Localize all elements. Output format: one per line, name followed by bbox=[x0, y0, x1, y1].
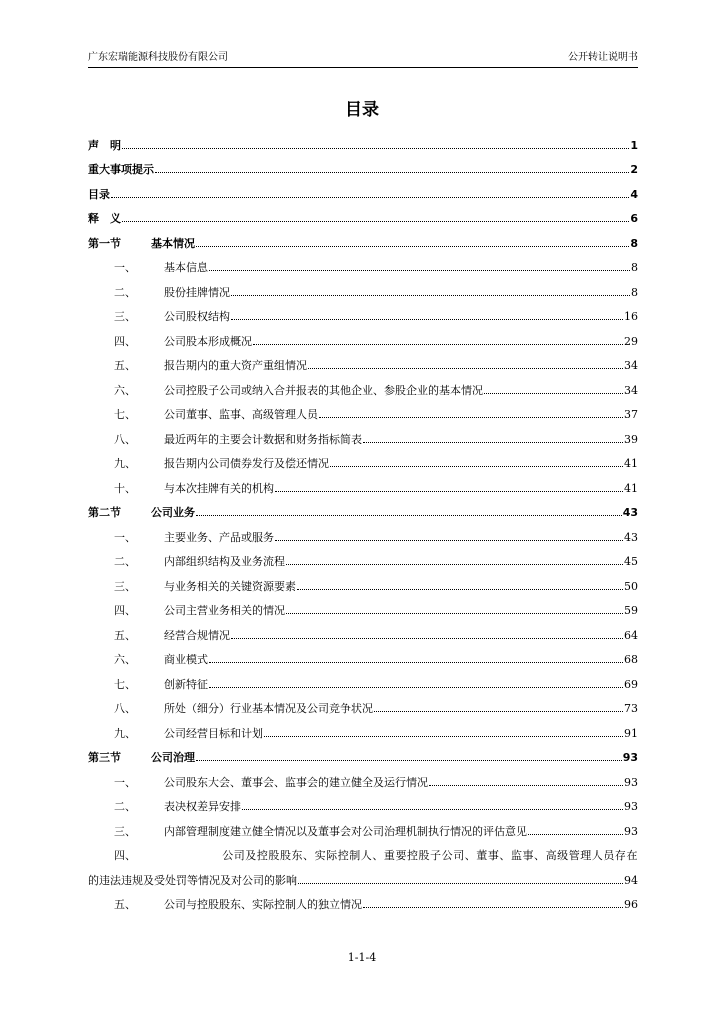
toc-entry-page: 34 bbox=[624, 383, 638, 397]
dot-leader bbox=[264, 736, 623, 737]
toc-entry[interactable] bbox=[88, 624, 638, 649]
toc-entry-title: 公司与控股股东、实际控制人的独立情况 bbox=[164, 898, 362, 911]
toc-entry-title: 公司股东大会、董事会、监事会的建立健全及运行情况 bbox=[164, 775, 428, 789]
dot-leader bbox=[297, 589, 623, 590]
toc-entry[interactable] bbox=[88, 771, 638, 796]
toc-entry[interactable] bbox=[88, 330, 638, 355]
page-title: 目录 bbox=[345, 100, 379, 120]
dot-leader bbox=[209, 270, 630, 271]
dot-leader bbox=[308, 368, 623, 369]
toc-entry-page: 93 bbox=[624, 775, 638, 789]
dot-leader bbox=[429, 785, 623, 786]
toc-entry-title: 与业务相关的关键资源要素 bbox=[164, 579, 296, 593]
toc-entry-page: 45 bbox=[624, 555, 638, 568]
toc-entry-title: 与本次挂牌有关的机构 bbox=[164, 481, 274, 495]
toc-entry-page: 29 bbox=[624, 334, 638, 348]
toc-entry[interactable] bbox=[88, 747, 638, 772]
toc-entry-number: 二、 bbox=[114, 555, 136, 568]
toc-entry-page: 34 bbox=[624, 359, 638, 372]
toc-entry[interactable] bbox=[88, 820, 638, 845]
toc-entry-number: 七、 bbox=[114, 677, 136, 691]
toc-entry-page: 41 bbox=[624, 481, 638, 495]
dot-leader bbox=[363, 442, 623, 443]
dot-leader bbox=[155, 172, 629, 173]
toc-entry[interactable] bbox=[88, 894, 638, 919]
toc-entry-title: 公司治理 bbox=[151, 751, 195, 764]
dot-leader bbox=[319, 417, 623, 418]
dot-leader bbox=[528, 834, 623, 835]
toc-entry-title: 公司主营业务相关的情况 bbox=[164, 604, 285, 617]
toc-entry[interactable] bbox=[88, 526, 638, 551]
toc-entry-page: 50 bbox=[624, 579, 638, 593]
dot-leader bbox=[275, 540, 623, 541]
toc-entry[interactable] bbox=[88, 673, 638, 698]
toc-entry-number: 六、 bbox=[114, 383, 136, 397]
page-header bbox=[88, 50, 638, 68]
toc-entry-number: 五、 bbox=[114, 628, 136, 642]
toc-entry-title: 公司控股子公司或纳入合并报表的其他企业、参股企业的基本情况 bbox=[164, 383, 483, 397]
toc-entry-number: 一、 bbox=[114, 530, 136, 544]
toc-entry-page: 4 bbox=[630, 187, 638, 201]
dot-leader bbox=[363, 907, 623, 908]
toc-entry-title: 重大事项提示 bbox=[88, 163, 154, 176]
toc-entry[interactable] bbox=[88, 232, 638, 257]
toc-entry-title: 内部组织结构及业务流程 bbox=[164, 555, 285, 568]
toc-entry-title: 公司股本形成概况 bbox=[164, 334, 252, 348]
dot-leader bbox=[275, 491, 623, 492]
toc-entry-title: 最近两年的主要会计数据和财务指标简表 bbox=[164, 432, 362, 446]
toc-entry-number: 三、 bbox=[114, 579, 136, 593]
toc-entry-title: 内部管理制度建立健全情况以及董事会对公司治理机制执行情况的评估意见 bbox=[164, 824, 527, 838]
toc-entry-page: 69 bbox=[624, 677, 638, 691]
toc-entry-title: 声 明 bbox=[88, 138, 121, 152]
table-of-contents bbox=[88, 134, 638, 918]
toc-entry-title: 股份挂牌情况 bbox=[164, 285, 230, 299]
toc-entry-number: 一、 bbox=[114, 261, 136, 274]
toc-entry-title: 目录 bbox=[88, 187, 110, 201]
toc-entry-page: 43 bbox=[624, 530, 638, 544]
toc-entry[interactable] bbox=[88, 698, 638, 723]
toc-entry-number: 六、 bbox=[114, 653, 136, 666]
toc-entry[interactable] bbox=[88, 453, 638, 478]
dot-leader bbox=[122, 148, 629, 149]
dot-leader bbox=[253, 344, 623, 345]
dot-leader bbox=[209, 662, 623, 663]
toc-entry[interactable] bbox=[88, 575, 638, 600]
toc-entry[interactable] bbox=[88, 306, 638, 331]
toc-entry-number: 九、 bbox=[114, 726, 136, 740]
dot-leader bbox=[196, 246, 629, 247]
toc-entry[interactable] bbox=[88, 208, 638, 233]
toc-entry-number: 二、 bbox=[114, 800, 136, 813]
toc-entry-title: 报告期内公司债券发行及偿还情况 bbox=[164, 457, 329, 470]
header-document-type: 公开转让说明书 bbox=[568, 52, 638, 63]
dot-leader bbox=[286, 613, 623, 614]
toc-entry-page: 73 bbox=[624, 702, 638, 715]
toc-entry[interactable] bbox=[88, 649, 638, 674]
toc-entry-page: 37 bbox=[624, 408, 638, 421]
toc-entry-page: 2 bbox=[630, 163, 638, 176]
toc-entry-number: 第一节 bbox=[88, 236, 121, 250]
dot-leader bbox=[231, 638, 623, 639]
toc-entry-number: 二、 bbox=[114, 285, 136, 299]
toc-entry-page: 43 bbox=[622, 506, 638, 519]
toc-entry[interactable] bbox=[88, 869, 638, 894]
toc-entry-title: 公司业务 bbox=[151, 506, 195, 519]
toc-entry-title: 基本信息 bbox=[164, 261, 208, 274]
toc-entry[interactable] bbox=[88, 281, 638, 306]
toc-entry[interactable] bbox=[88, 379, 638, 404]
toc-entry-number: 四、 bbox=[114, 604, 136, 617]
dot-leader bbox=[111, 197, 629, 198]
toc-entry-title: 公司股权结构 bbox=[164, 310, 230, 323]
toc-entry[interactable] bbox=[88, 257, 638, 282]
toc-entry-number: 五、 bbox=[114, 359, 136, 372]
toc-entry-title: 释 义 bbox=[88, 212, 121, 225]
dot-leader bbox=[122, 221, 629, 222]
toc-entry-title: 公司经营目标和计划 bbox=[164, 726, 263, 740]
toc-entry[interactable] bbox=[88, 134, 638, 159]
toc-entry-page: 39 bbox=[624, 432, 638, 446]
dot-leader bbox=[374, 711, 623, 712]
toc-entry-title: 的违法违规及受处罚等情况及对公司的影响 bbox=[88, 873, 297, 887]
toc-entry-page: 16 bbox=[624, 310, 638, 323]
toc-entry[interactable] bbox=[88, 355, 638, 380]
toc-entry[interactable] bbox=[88, 796, 638, 821]
toc-entry[interactable] bbox=[88, 477, 638, 502]
toc-entry-page: 91 bbox=[624, 726, 638, 740]
toc-entry-page: 94 bbox=[624, 873, 638, 887]
toc-entry-title: 创新特征 bbox=[164, 677, 208, 691]
toc-entry-number: 五、 bbox=[114, 898, 136, 911]
toc-entry[interactable] bbox=[88, 845, 638, 870]
toc-entry-title: 经营合规情况 bbox=[164, 628, 230, 642]
dot-leader bbox=[231, 295, 630, 296]
toc-entry-title: 主要业务、产品或服务 bbox=[164, 530, 274, 544]
toc-entry-number: 八、 bbox=[114, 702, 136, 715]
toc-entry-title: 报告期内的重大资产重组情况 bbox=[164, 359, 307, 372]
toc-entry-number: 三、 bbox=[114, 824, 136, 838]
toc-entry[interactable] bbox=[88, 428, 638, 453]
dot-leader bbox=[209, 687, 623, 688]
dot-leader bbox=[242, 809, 623, 810]
toc-entry-page: 8 bbox=[631, 261, 638, 274]
toc-entry-page: 41 bbox=[624, 457, 638, 470]
toc-entry-title: 公司董事、监事、高级管理人员 bbox=[164, 408, 318, 421]
toc-entry-number: 七、 bbox=[114, 408, 136, 421]
toc-entry-title: 商业模式 bbox=[164, 653, 208, 666]
page-number: 1-1-4 bbox=[347, 951, 377, 964]
dot-leader bbox=[196, 515, 622, 516]
toc-entry-number: 第三节 bbox=[88, 751, 121, 764]
dot-leader bbox=[298, 883, 623, 884]
toc-entry-number: 四、 bbox=[114, 334, 136, 348]
toc-entry-page: 93 bbox=[624, 800, 638, 813]
toc-entry-page: 68 bbox=[624, 653, 638, 666]
toc-entry[interactable] bbox=[88, 502, 638, 527]
toc-entry-title: 公司及控股股东、实际控制人、重要控股子公司、董事、监事、高级管理人员存在 bbox=[222, 849, 638, 862]
dot-leader bbox=[484, 393, 623, 394]
toc-entry-number: 四、 bbox=[114, 849, 136, 862]
toc-entry-page: 96 bbox=[624, 898, 638, 911]
toc-entry-number: 八、 bbox=[114, 432, 136, 446]
toc-entry-number: 九、 bbox=[114, 457, 136, 470]
dot-leader bbox=[196, 760, 622, 761]
dot-leader bbox=[231, 319, 623, 320]
toc-entry-title: 所处（细分）行业基本情况及公司竞争状况 bbox=[164, 702, 373, 715]
toc-entry-number: 一、 bbox=[114, 775, 136, 789]
header-company-name: 广东宏瑞能源科技股份有限公司 bbox=[88, 52, 228, 63]
dot-leader bbox=[330, 466, 623, 467]
toc-entry-number: 第二节 bbox=[88, 506, 121, 519]
toc-entry[interactable] bbox=[88, 722, 638, 747]
toc-entry-page: 8 bbox=[631, 285, 638, 299]
dot-leader bbox=[286, 564, 623, 565]
toc-entry-title: 表决权差异安排 bbox=[164, 800, 241, 813]
toc-entry[interactable] bbox=[88, 159, 638, 184]
toc-entry-page: 93 bbox=[624, 824, 638, 838]
toc-entry-page: 1 bbox=[630, 138, 638, 152]
toc-entry[interactable] bbox=[88, 183, 638, 208]
toc-entry-number: 十、 bbox=[114, 481, 136, 495]
toc-entry-page: 8 bbox=[630, 236, 638, 250]
toc-entry[interactable] bbox=[88, 404, 638, 429]
toc-entry-page: 64 bbox=[624, 628, 638, 642]
toc-entry-title: 基本情况 bbox=[151, 236, 195, 250]
toc-entry-page: 59 bbox=[624, 604, 638, 617]
toc-entry[interactable] bbox=[88, 600, 638, 625]
toc-entry-number: 三、 bbox=[114, 310, 136, 323]
toc-entry[interactable] bbox=[88, 551, 638, 576]
toc-entry-page: 6 bbox=[630, 212, 638, 225]
toc-entry-page: 93 bbox=[622, 751, 638, 764]
